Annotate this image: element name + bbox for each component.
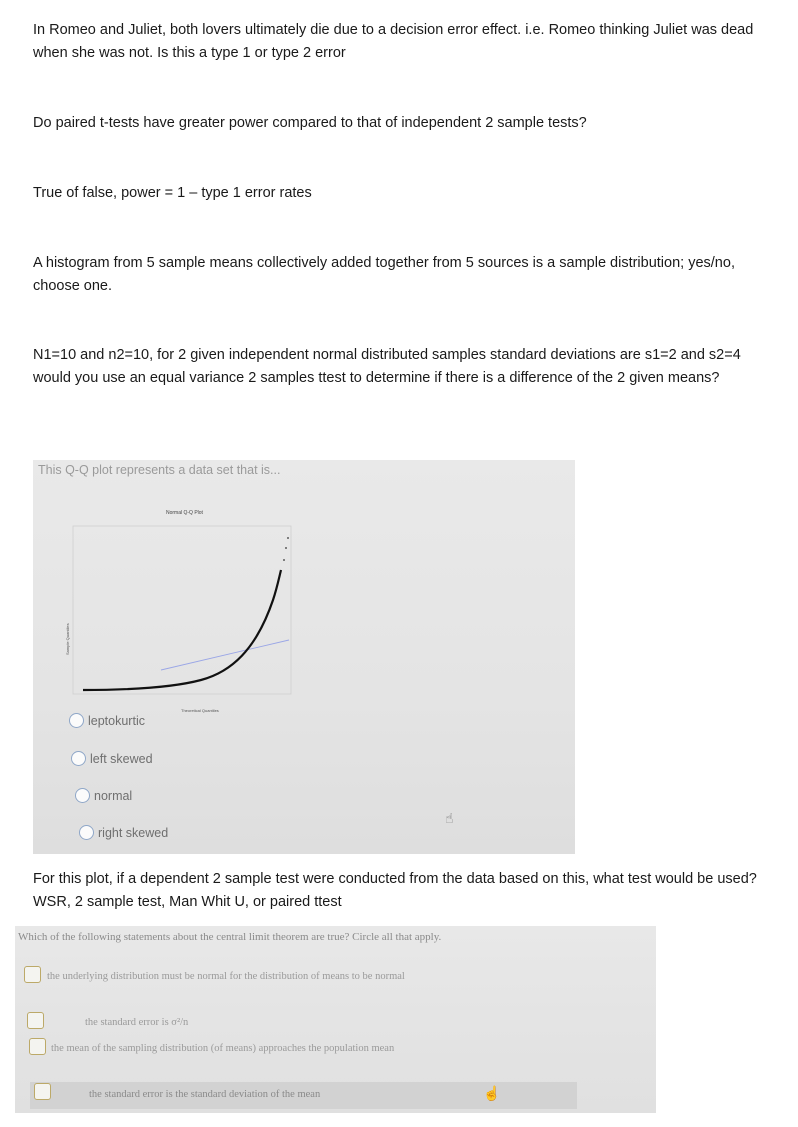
checkbox-3[interactable] [29,1038,46,1055]
clt-option-1: the underlying distribution must be normal for the distribution of means to be normal [47,971,405,982]
question-romeo-juliet: In Romeo and Juliet, both lovers ultimately die due to a decision error effect. i.e. Romeo thinking Juliet was dead when she was not. Is this a type 1 or type 2 error [33,22,754,61]
qq-point [285,547,287,549]
question-paired-t-power: Do paired t-tests have greater power compared to that of independent 2 sample tests? [33,115,587,131]
question-equal-variance-ttest: N1=10 and n2=10, for 2 given independent normal distributed samples standard deviations are s1=2 and s2=4 would you use an equal variance 2 samples ttest to determine if there is a difference of the 2 given means? [33,347,741,386]
question-power-definition: True of false, power = 1 – type 1 error rates [33,185,312,201]
radio-leptokurtic[interactable] [69,713,84,728]
qq-x-label: Theoretical Quantiles [181,708,219,713]
qq-point [283,559,285,561]
clt-question-header: Which of the following statements about the central limit theorem are true? Circle all that apply. [18,931,442,943]
checkbox-2[interactable] [27,1012,44,1029]
qq-plot-frame [73,526,291,694]
clt-option-2: the standard error is σ²/n [85,1017,189,1028]
checkbox-1[interactable] [24,966,41,983]
option-normal[interactable]: normal [75,788,132,803]
qq-y-label: Sample Quantiles [65,623,70,655]
hand-pointer-icon: ☝ [483,1087,501,1102]
qq-sample-curve [83,570,281,690]
clt-option-4: the standard error is the standard deviation of the mean [89,1089,321,1100]
qq-plot-title: Normal Q-Q Plot [166,510,203,516]
question-dependent-test: For this plot, if a dependent 2 sample test were conducted from the data based on this, what test would be used? WSR, 2 sample test, Man Whit U, or paired ttest [33,871,757,910]
qq-reference-line [161,640,289,670]
checkbox-4[interactable] [34,1083,51,1100]
radio-left-skewed[interactable] [71,751,86,766]
option-right-skewed[interactable]: right skewed [79,825,168,840]
qq-question-caption: This Q-Q plot represents a data set that is... [38,463,281,477]
option-leptokurtic[interactable]: leptokurtic [69,713,145,728]
option-left-skewed[interactable]: left skewed [71,751,153,766]
hand-pointer-icon: ☝ [445,810,454,826]
clt-option-3: the mean of the sampling distribution (of means) approaches the population mean [51,1043,395,1054]
question-histogram-sample-distribution: A histogram from 5 sample means collectively added together from 5 sources is a sample distribution; yes/no, choose one. [33,255,735,294]
clt-question-image [15,926,656,1113]
qq-point [287,537,289,539]
qq-plot [61,490,293,720]
